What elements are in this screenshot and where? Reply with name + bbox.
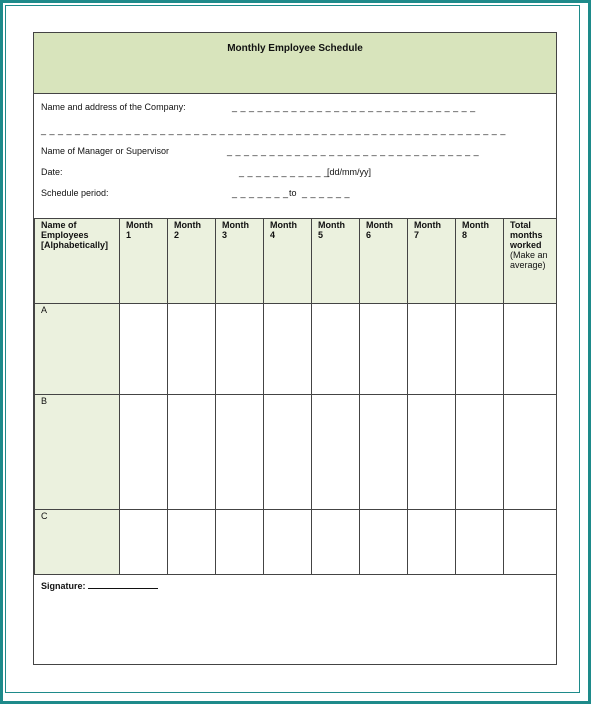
month-cell[interactable] [120, 395, 168, 510]
month-cell[interactable] [216, 510, 264, 575]
header-text: [Alphabetically] [41, 240, 109, 250]
month-3-header [216, 219, 264, 304]
month-cell[interactable] [312, 510, 360, 575]
header-text: 2 [174, 230, 180, 240]
form-title: Monthly Employee Schedule [227, 43, 363, 54]
total-cell[interactable] [504, 510, 557, 575]
header-text: Month [270, 220, 297, 230]
header-text: 3 [222, 230, 228, 240]
month-cell[interactable] [408, 510, 456, 575]
month-8-header [456, 219, 504, 304]
header-text: Total [510, 220, 531, 230]
employee-name-header [35, 219, 120, 304]
period-until-field[interactable]: _ _ _ _ _ _ [302, 188, 351, 198]
month-cell[interactable] [360, 395, 408, 510]
header-text: 7 [414, 230, 420, 240]
month-cell[interactable] [168, 304, 216, 395]
month-cell[interactable] [312, 304, 360, 395]
month-cell[interactable] [456, 304, 504, 395]
date-field[interactable]: _ _ _ _ _ _ _ _ _ _ _ [239, 167, 330, 177]
month-2-header [168, 219, 216, 304]
header-text: Month [462, 220, 489, 230]
month-7-header [408, 219, 456, 304]
company-label: Name and address of the Company: [41, 102, 186, 112]
header-text: 6 [366, 230, 372, 240]
company-field-line2[interactable]: _ _ _ _ _ _ _ _ _ _ _ _ _ _ _ _ _ _ _ _ _ _ _ _ _ _ _ _ _ _ _ _ _ _ _ _ _ _ _ _ _ _ _ _ _ _ _ _ _ _ _ _ _ _ _ [41, 125, 506, 135]
header-text: Month [414, 220, 441, 230]
month-cell[interactable] [168, 395, 216, 510]
month-cell[interactable] [456, 395, 504, 510]
month-cell[interactable] [360, 510, 408, 575]
header-text: Month [126, 220, 153, 230]
header-text: Employees [41, 230, 89, 240]
header-text: 8 [462, 230, 468, 240]
title-band [34, 33, 556, 94]
month-cell[interactable] [312, 395, 360, 510]
header-text: worked [510, 240, 542, 250]
period-from-field[interactable]: _ _ _ _ _ _ _ [232, 188, 289, 198]
header-text: Month [318, 220, 345, 230]
signature-line[interactable] [88, 580, 158, 589]
signature-label: Signature: [41, 581, 86, 591]
month-cell[interactable] [408, 395, 456, 510]
month-6-header [360, 219, 408, 304]
month-cell[interactable] [216, 304, 264, 395]
date-format-hint: [dd/mm/yy] [327, 167, 372, 177]
total-cell[interactable] [504, 304, 557, 395]
header-note: (Make an [510, 250, 548, 260]
month-cell[interactable] [360, 304, 408, 395]
header-text: 4 [270, 230, 276, 240]
month-cell[interactable] [264, 510, 312, 575]
month-cell[interactable] [408, 304, 456, 395]
header-text: months [510, 230, 543, 240]
month-cell[interactable] [216, 395, 264, 510]
date-label: Date: [41, 167, 63, 177]
header-text: Month [222, 220, 249, 230]
signature-block [41, 580, 158, 591]
month-4-header [264, 219, 312, 304]
month-1-header [120, 219, 168, 304]
total-cell[interactable] [504, 395, 557, 510]
table-row [35, 510, 557, 575]
manager-field[interactable]: _ _ _ _ _ _ _ _ _ _ _ _ _ _ _ _ _ _ _ _ _ _ _ _ _ _ _ _ _ _ [227, 146, 480, 156]
employee-name-cell[interactable]: B [35, 395, 120, 510]
header-text: Name of [41, 220, 77, 230]
header-text: Month [366, 220, 393, 230]
header-note: average) [510, 260, 546, 270]
table-header-row [35, 219, 557, 304]
month-cell[interactable] [456, 510, 504, 575]
company-field-line1[interactable]: _ _ _ _ _ _ _ _ _ _ _ _ _ _ _ _ _ _ _ _ _ _ _ _ _ _ _ _ _ [232, 102, 476, 112]
month-5-header [312, 219, 360, 304]
header-text: 5 [318, 230, 324, 240]
period-label: Schedule period: [41, 188, 109, 198]
schedule-table [34, 218, 557, 575]
header-text: Month [174, 220, 201, 230]
employee-name-cell[interactable]: C [35, 510, 120, 575]
month-cell[interactable] [120, 510, 168, 575]
period-to-label: to [289, 188, 297, 198]
schedule-form [33, 32, 557, 665]
month-cell[interactable] [264, 304, 312, 395]
employee-name-cell[interactable]: A [35, 304, 120, 395]
manager-label: Name of Manager or Supervisor [41, 146, 170, 156]
header-text: 1 [126, 230, 132, 240]
month-cell[interactable] [264, 395, 312, 510]
total-months-header [504, 219, 557, 304]
month-cell[interactable] [168, 510, 216, 575]
month-cell[interactable] [120, 304, 168, 395]
table-row [35, 395, 557, 510]
table-row [35, 304, 557, 395]
